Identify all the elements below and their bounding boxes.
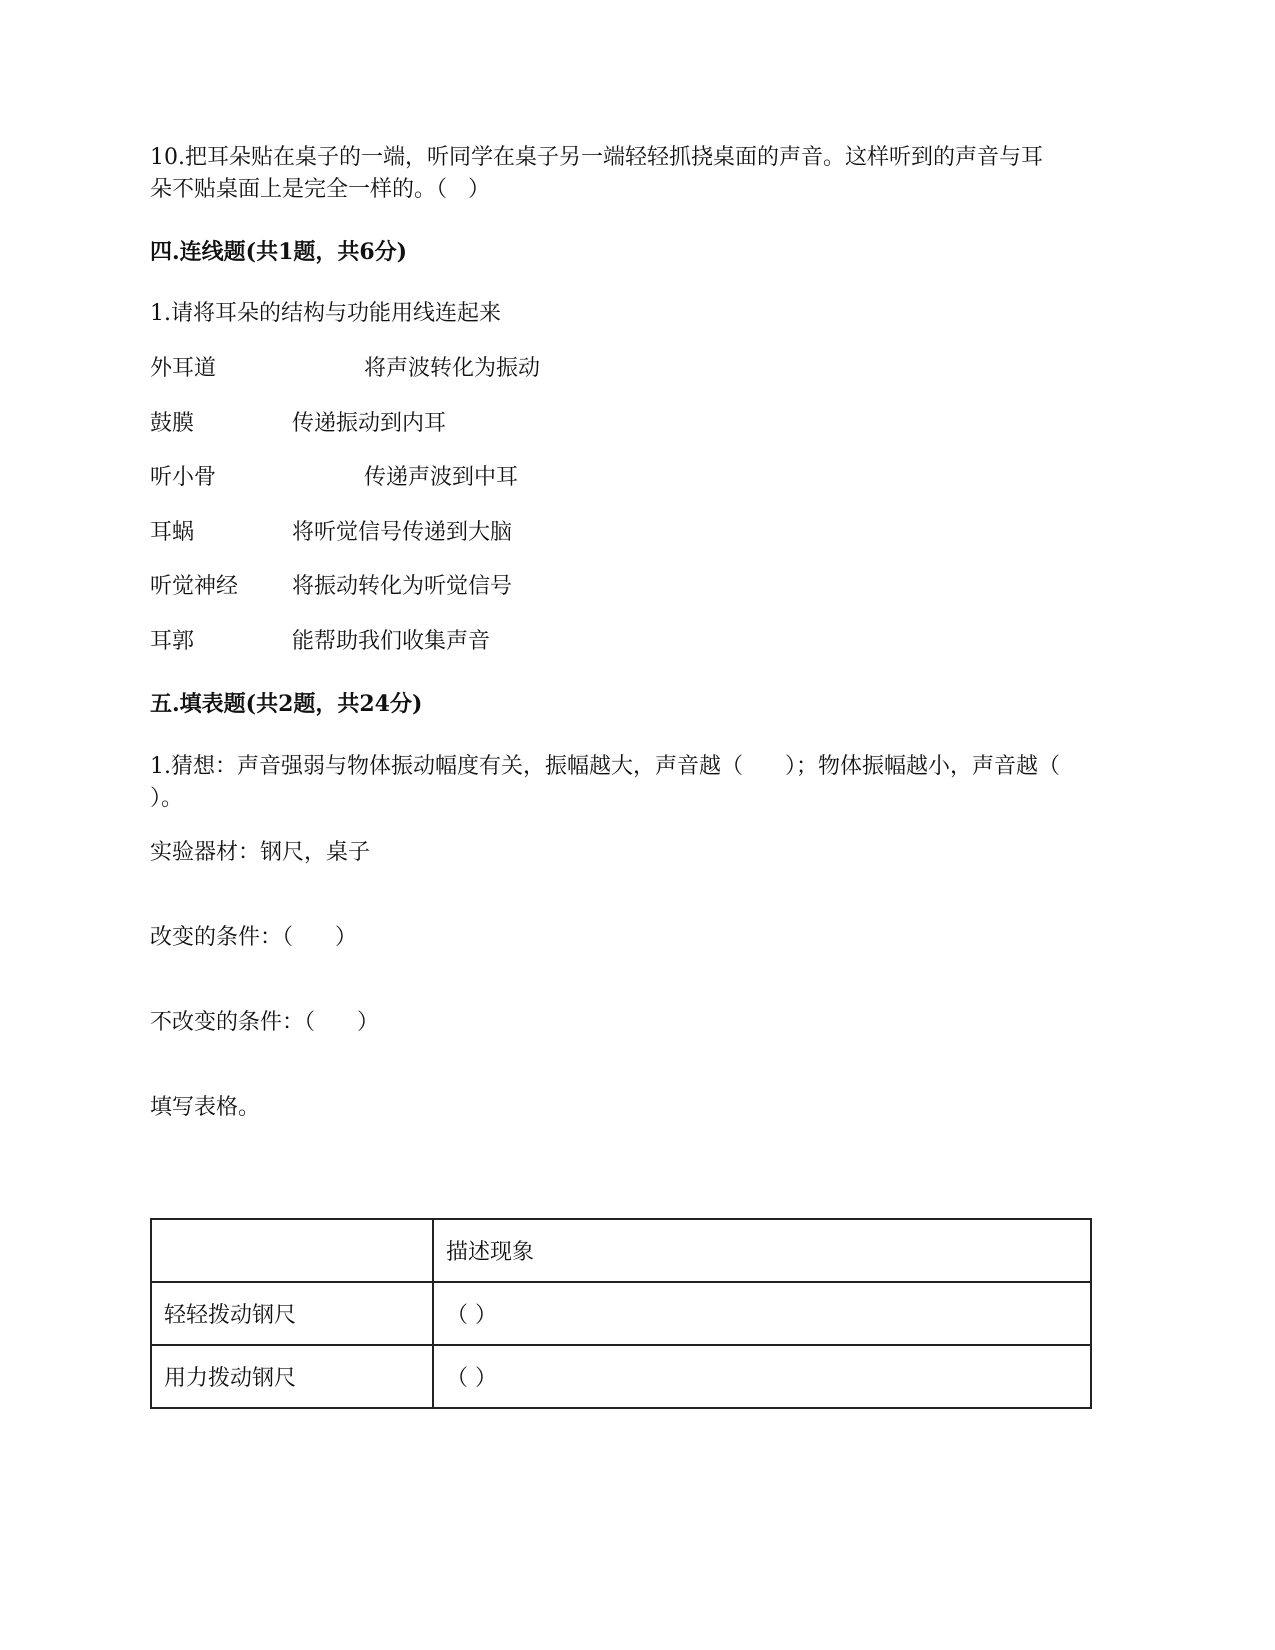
ear-function-label: 将振动转化为听觉信号 bbox=[292, 574, 513, 599]
ear-structure-label: 耳蜗 bbox=[150, 520, 195, 545]
fill-table-instruction: 填写表格。 bbox=[150, 1095, 261, 1120]
ear-structure-label: 鼓膜 bbox=[150, 411, 195, 436]
observation-table bbox=[150, 1218, 1092, 1409]
ear-structure-label: 听小骨 bbox=[150, 465, 217, 490]
section-4-heading: 四.连线题(共1题，共6分) bbox=[150, 239, 408, 265]
worksheet-page bbox=[150, 0, 1110, 1650]
match-row bbox=[150, 517, 850, 549]
question-10: 10.把耳朵贴在桌子的一端，听同学在桌子另一端轻轻抓挠桌面的声音。这样听到的声音与耳朵不贴桌面上是完全一样的。（ ） bbox=[150, 145, 1043, 202]
section-4-question-1: 1.请将耳朵的结构与功能用线连起来 bbox=[150, 301, 501, 326]
table-cell: 轻轻拨动钢尺 bbox=[151, 1282, 433, 1345]
materials-line: 实验器材：钢尺，桌子 bbox=[150, 840, 371, 865]
table-header-cell: 描述现象 bbox=[433, 1219, 1091, 1282]
changed-condition-line: 改变的条件：（ ） bbox=[150, 925, 357, 950]
table-row bbox=[151, 1282, 1091, 1345]
ear-structure-label: 耳郭 bbox=[150, 629, 195, 654]
section-5-question-1: 1.猜想：声音强弱与物体振动幅度有关，振幅越大，声音越（ ）；物体振幅越小，声音越（ ）。 bbox=[150, 754, 1102, 811]
ear-function-label: 传递声波到中耳 bbox=[364, 465, 519, 490]
table-header-cell bbox=[151, 1219, 433, 1282]
ear-function-label: 将声波转化为振动 bbox=[364, 356, 541, 381]
ear-function-label: 将听觉信号传递到大脑 bbox=[292, 520, 513, 545]
ear-structure-label: 外耳道 bbox=[150, 356, 217, 381]
match-row bbox=[150, 571, 850, 603]
ear-function-label: 能帮助我们收集声音 bbox=[292, 629, 491, 654]
ear-function-label: 传递振动到内耳 bbox=[292, 411, 447, 436]
match-row bbox=[150, 462, 850, 494]
match-row bbox=[150, 408, 850, 440]
table-cell: （ ） bbox=[433, 1282, 1091, 1345]
match-row bbox=[150, 626, 850, 658]
section-5-heading: 五.填表题(共2题，共24分) bbox=[150, 691, 423, 717]
table-cell: 用力拨动钢尺 bbox=[151, 1345, 433, 1408]
table-header-row bbox=[151, 1219, 1091, 1282]
table-row bbox=[151, 1345, 1091, 1408]
unchanged-condition-line: 不改变的条件：（ ） bbox=[150, 1010, 379, 1035]
table-cell: （ ） bbox=[433, 1345, 1091, 1408]
ear-structure-label: 听觉神经 bbox=[150, 574, 239, 599]
match-row bbox=[150, 353, 850, 385]
